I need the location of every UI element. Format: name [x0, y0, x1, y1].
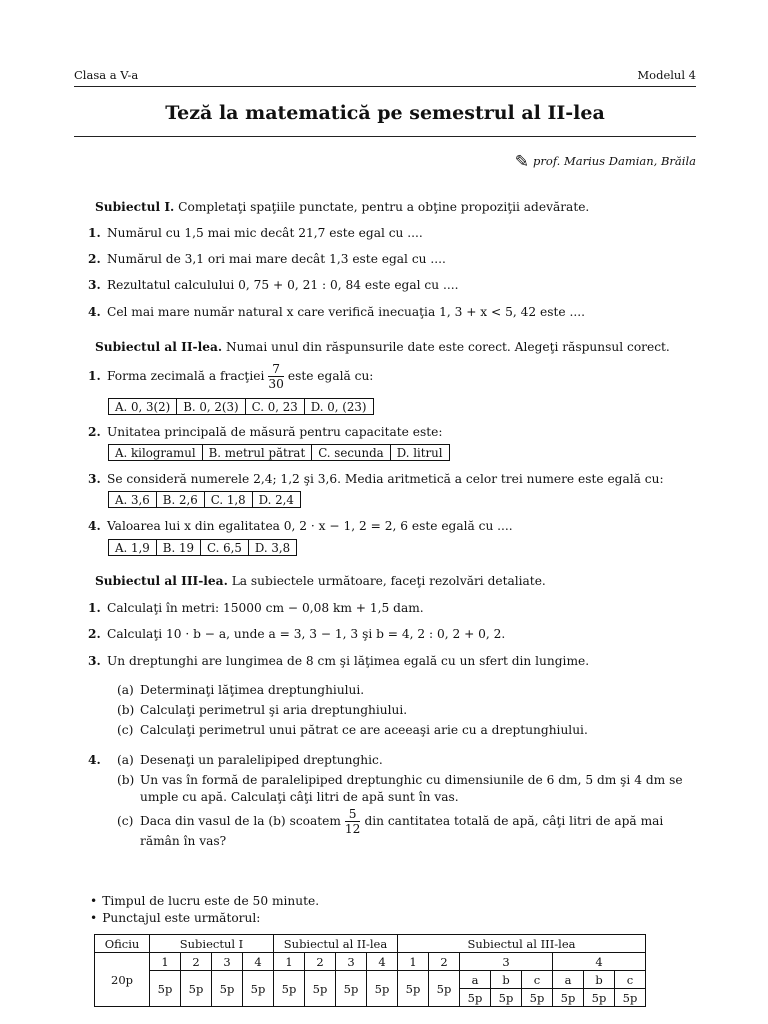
fraction-numerator: 7: [268, 362, 284, 377]
option-a[interactable]: A. kilogramul: [109, 445, 203, 461]
s3-heading: Subiectul al III-lea.: [95, 574, 228, 588]
s3-item-3: [88, 654, 589, 668]
s3-item-3b: [117, 703, 407, 717]
item-text: Unitatea principală de măsură pentru capacitate este:: [107, 425, 443, 439]
option-a[interactable]: A. 3,6: [109, 492, 157, 508]
s1-heading: Subiectul I.: [95, 200, 175, 214]
sub-text: Calculaţi perimetrul unui pătrat ce are aceeaşi arie cu a dreptunghiului.: [140, 723, 588, 737]
s3-item-4a: [117, 753, 383, 767]
item-number: 2.: [88, 627, 101, 641]
s1-instruction: Completaţi spaţiile punctate, pentru a obţine propoziţii adevărate.: [178, 200, 590, 214]
option-c[interactable]: C. 0, 23: [245, 399, 304, 415]
option-c[interactable]: C. 1,8: [204, 492, 252, 508]
header-rule: [74, 86, 696, 87]
s2-item-3: [88, 472, 664, 486]
grading-col-num: 1: [398, 953, 429, 971]
author-name: prof. Marius Damian, Brăila: [533, 154, 696, 168]
fraction-numerator: 5: [345, 807, 361, 822]
option-a[interactable]: A. 0, 3(2): [109, 399, 177, 415]
grading-points: 5p: [181, 971, 212, 1007]
s2-instruction: Numai unul din răspunsurile date este corect. Alegeţi răspunsul corect.: [225, 340, 670, 354]
fraction: [268, 362, 284, 391]
grading-points: 5p: [615, 989, 646, 1007]
item-text: Se consideră numerele 2,4; 1,2 şi 3,6. Media aritmetică a celor trei numere este egală cu:: [107, 472, 664, 486]
sub-label: (a): [117, 753, 134, 767]
grading-s1-header: Subiectul I: [150, 935, 274, 953]
grading-points: 5p: [150, 971, 181, 1007]
s2-item-2-options: [108, 444, 450, 461]
sub-text: Determinaţi lăţimea dreptunghiului.: [140, 683, 365, 697]
grading-sub-letter: a: [460, 971, 491, 989]
grading-col-num: 3: [212, 953, 243, 971]
grading-points: 5p: [274, 971, 305, 1007]
grading-points: 5p: [305, 971, 336, 1007]
item-text: Numărul de 3,1 ori mai mare decât 1,3 este egal cu ....: [107, 252, 446, 266]
s3-item-3a: [117, 683, 364, 697]
s3-item-3c: [117, 723, 588, 737]
sub-text: Calculaţi perimetrul şi aria dreptunghiului.: [140, 703, 408, 717]
option-d[interactable]: D. 3,8: [248, 540, 296, 556]
grading-sub-letter: c: [615, 971, 646, 989]
note-time: • Timpul de lucru este de 50 minute.: [90, 894, 319, 908]
grading-points: 5p: [553, 989, 584, 1007]
pencil-icon: ✎: [514, 152, 530, 172]
grading-points: 5p: [429, 971, 460, 1007]
sub-text: Daca din vasul de la (b) scoatem: [140, 814, 341, 828]
grading-col-num: 3: [336, 953, 367, 971]
s2-item-1-options: [108, 398, 374, 415]
item-number: 1.: [88, 369, 101, 383]
item-number: 4.: [88, 305, 101, 319]
grading-points: 5p: [522, 989, 553, 1007]
s1-item-4: [88, 305, 585, 319]
s3-item-4b-line2: umple cu apă. Calculaţi câţi litri de apă sunt în vas.: [140, 790, 459, 804]
sub-text: Desenaţi un paralelipiped dreptunghic.: [140, 753, 383, 767]
s3-item-4-number: [88, 753, 107, 767]
sub-label: (b): [117, 773, 135, 787]
option-b[interactable]: B. metrul pătrat: [202, 445, 312, 461]
s3-item-4c-line2: rămân în vas?: [140, 834, 227, 848]
sub-label: (a): [117, 683, 134, 697]
grading-sub-letter: b: [491, 971, 522, 989]
item-number: 4.: [88, 753, 101, 767]
note-scoring: • Punctajul este următorul:: [90, 911, 260, 925]
author-line: [515, 152, 696, 172]
grading-col-num: 4: [243, 953, 274, 971]
s3-item-4c: [117, 805, 663, 837]
grading-col-num: 3: [460, 953, 553, 971]
grading-points: 5p: [336, 971, 367, 1007]
grading-sub-letter: b: [584, 971, 615, 989]
grading-points: 5p: [584, 989, 615, 1007]
s2-heading-line: [95, 340, 670, 354]
item-text: Cel mai mare număr natural x care verifică inecuaţia 1, 3 + x < 5, 42 este ....: [107, 305, 585, 319]
s1-item-3: [88, 278, 458, 292]
s2-heading: Subiectul al II-lea.: [95, 340, 223, 354]
item-number: 2.: [88, 425, 101, 439]
grading-points: 5p: [367, 971, 398, 1007]
option-d[interactable]: D. 0, (23): [304, 399, 373, 415]
item-text: este egală cu:: [287, 369, 374, 383]
grading-s3-header: Subiectul al III-lea: [398, 935, 646, 953]
s3-item-2: [88, 627, 505, 641]
grading-points: 5p: [398, 971, 429, 1007]
grading-points: 5p: [491, 989, 522, 1007]
grading-col-num: 1: [274, 953, 305, 971]
s3-heading-line: [95, 574, 546, 588]
grading-s2-header: Subiectul al II-lea: [274, 935, 398, 953]
option-c[interactable]: C. 6,5: [200, 540, 248, 556]
grading-col-num: 4: [553, 953, 646, 971]
item-number: 3.: [88, 654, 101, 668]
grading-table: [94, 934, 646, 1007]
grading-oficiu-header: Oficiu: [95, 935, 150, 953]
header-class: Clasa a V-a: [74, 68, 139, 82]
grading-col-num: 2: [181, 953, 212, 971]
s1-heading-line: [95, 200, 589, 214]
item-text: Un dreptunghi are lungimea de 8 cm şi lăţimea egală cu un sfert din lungime.: [107, 654, 590, 668]
option-d[interactable]: D. litrul: [390, 445, 449, 461]
s2-item-2: [88, 425, 442, 439]
s2-item-1: [88, 362, 373, 391]
item-text: Calculaţi în metri: 15000 cm − 0,08 km + 1,5 dam.: [107, 601, 424, 615]
item-text: Calculaţi 10 · b − a, unde a = 3, 3 − 1, 3 şi b = 4, 2 : 0, 2 + 0, 2.: [107, 627, 506, 641]
item-text: Forma zecimală a fracţiei: [107, 369, 265, 383]
item-number: 3.: [88, 278, 101, 292]
item-text: Numărul cu 1,5 mai mic decât 21,7 este egal cu ....: [107, 226, 423, 240]
option-d[interactable]: D. 2,4: [252, 492, 300, 508]
sub-label: (b): [117, 703, 135, 717]
option-b[interactable]: B. 0, 2(3): [177, 399, 245, 415]
fraction-denominator: 30: [268, 377, 284, 391]
grading-col-num: 2: [429, 953, 460, 971]
s2-item-4-options: [108, 539, 297, 556]
header-model: Modelul 4: [637, 68, 696, 82]
s1-item-2: [88, 252, 446, 266]
fraction-denominator: 12: [344, 822, 361, 836]
option-b[interactable]: B. 2,6: [156, 492, 204, 508]
grading-points: 5p: [212, 971, 243, 1007]
option-a[interactable]: A. 1,9: [109, 540, 157, 556]
sub-text: Un vas în formă de paralelipiped dreptunghic cu dimensiunile de 6 dm, 5 dm şi 4 dm se: [140, 773, 683, 787]
item-number: 4.: [88, 519, 101, 533]
s3-item-1: [88, 601, 424, 615]
grading-sub-letter: c: [522, 971, 553, 989]
item-number: 3.: [88, 472, 101, 486]
grading-points: 5p: [460, 989, 491, 1007]
item-number: 2.: [88, 252, 101, 266]
s2-item-4: [88, 519, 513, 533]
s2-item-3-options: [108, 491, 301, 508]
sub-label: (c): [117, 814, 134, 828]
item-number: 1.: [88, 226, 101, 240]
grading-col-num: 4: [367, 953, 398, 971]
page-title: Teză la matematică pe semestrul al II-lea: [165, 102, 605, 124]
grading-col-num: 1: [150, 953, 181, 971]
item-text: Rezultatul calculului 0, 75 + 0, 21 : 0, 84 este egal cu ....: [107, 278, 459, 292]
s1-item-1: [88, 226, 423, 240]
s3-item-4b: [117, 773, 683, 787]
option-b[interactable]: B. 19: [156, 540, 200, 556]
option-c[interactable]: C. secunda: [312, 445, 391, 461]
fraction: [345, 807, 361, 836]
title-rule: [74, 136, 696, 137]
sub-label: (c): [117, 723, 134, 737]
item-text: Valoarea lui x din egalitatea 0, 2 · x − 1, 2 = 2, 6 este egală cu ....: [107, 519, 513, 533]
item-number: 1.: [88, 601, 101, 615]
grading-points: 5p: [243, 971, 274, 1007]
grading-sub-letter: a: [553, 971, 584, 989]
sub-text: din cantitatea totală de apă, câţi litri de apă mai: [364, 814, 664, 828]
s3-instruction: La subiectele următoare, faceţi rezolvări detaliate.: [231, 574, 546, 588]
grading-oficiu-points: 20p: [95, 953, 150, 1007]
grading-col-num: 2: [305, 953, 336, 971]
